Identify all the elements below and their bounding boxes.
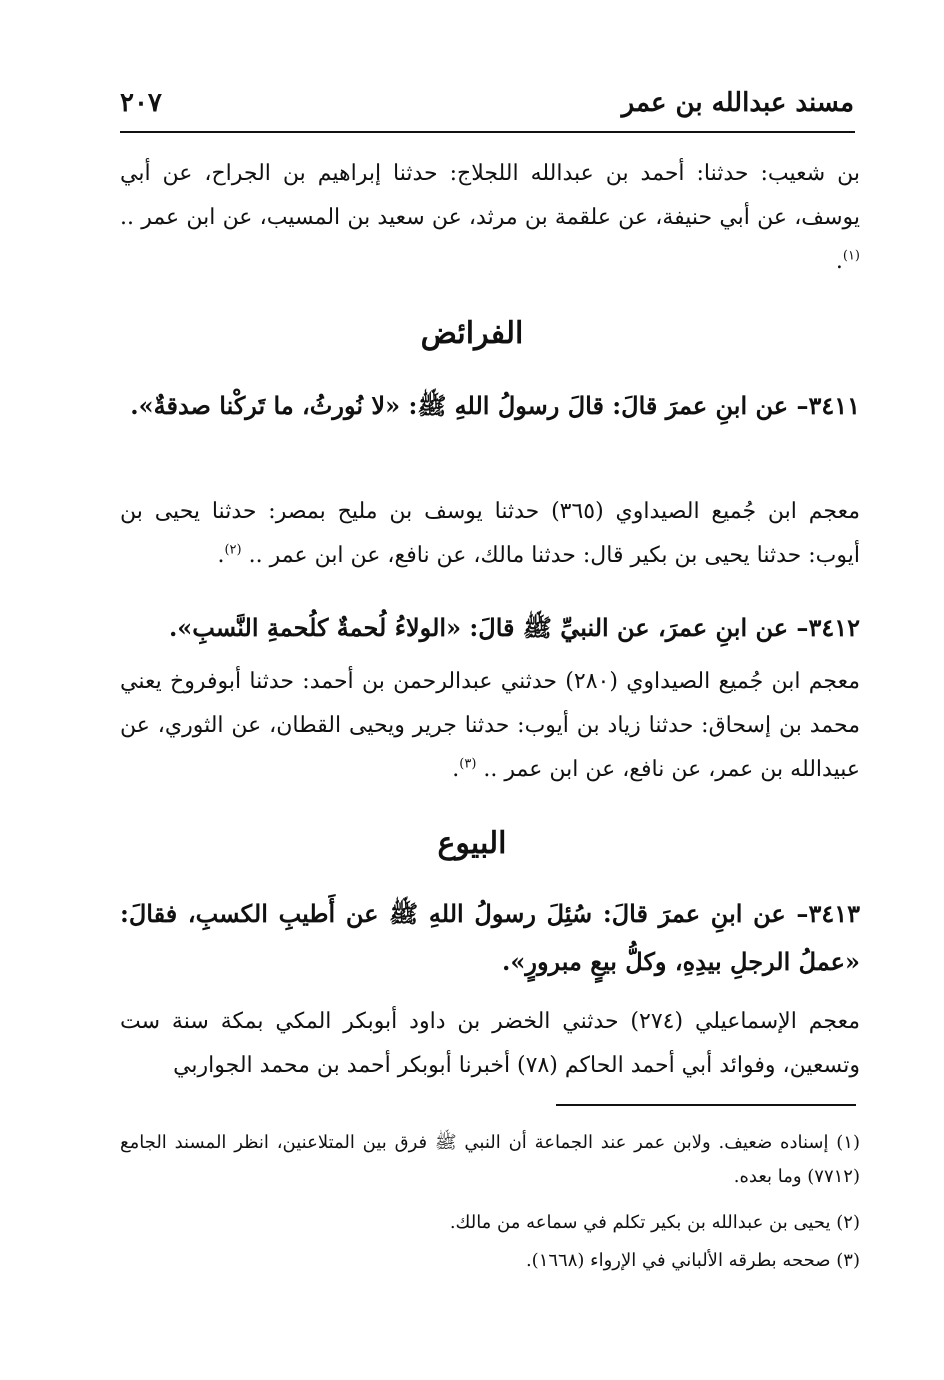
hadith-3412: ٣٤١٢– عن ابنِ عمرَ، عن النبيِّ ﷺ قالَ: «الولاءُ لُحمةٌ كلُحمةِ النَّسبِ». [168,613,860,642]
source-3413: معجم الإسماعيلي (٢٧٤) حدثني الخضر بن داود أبوبكر المكي بمكة سنة ست وتسعين، وفوائد أبي أحمد الحاكم (٧٨) أخبرنا أبوبكر أحمد بن محمد الجواربي [120,1009,860,1078]
footnote-separator [556,1104,856,1106]
section-heading-faraid: الفرائض [420,316,524,351]
page-number: ٢٠٧ [120,88,162,118]
source-3412-text: معجم ابن جُميع الصيداوي (٢٨٠) حدثني عبدالرحمن بن أحمد: حدثنا أبوفروخ يعني محمد بن إسحاق: حدثنا زياد بن أيوب: حدثنا جرير ويحيى القطان، عن الثوري، عن عبيدالله بن عمر، عن نافع، عن ابن عمر .. [120,669,861,782]
hadith-3411: ٣٤١١– عن ابنِ عمرَ قالَ: قالَ رسولُ اللهِ ﷺ: «لا نُورثُ، ما تَركْنا صدقةٌ». [130,391,860,420]
intro-text: بن شعيب: حدثنا: أحمد بن عبدالله اللجلاج: حدثنا إبراهيم بن الجراح، عن أبي يوسف، عن أبي حنيفة، عن علقمة بن مرثد، عن سعيد بن المسيب، عن ابن عمر .. [120,161,860,230]
footnote-3-text: صححه بطرقه الألباني في الإرواء (١٦٦٨). [525,1250,831,1271]
source-3412-end: . [452,757,460,782]
footnote-1 [120,1126,860,1194]
running-title: مسند عبدالله بن عمر [621,88,854,118]
footnote-2-number: (٢) [836,1212,860,1233]
footnote-ref-1[interactable]: (١) [842,248,860,264]
header-rule [120,131,855,133]
intro-paragraph [120,152,860,284]
footnote-3-number: (٣) [836,1250,860,1271]
running-header [120,88,854,128]
footnote-2 [120,1206,860,1240]
footnote-ref-3[interactable]: (٣) [459,756,477,772]
intro-end: . [835,249,843,274]
source-3411 [120,490,860,578]
footnote-ref-2[interactable]: (٢) [224,542,242,558]
section-heading-buyu: البيوع [437,826,507,861]
footnote-3 [120,1244,860,1278]
footnote-1-text: إسناده ضعيف. ولابن عمر عند الجماعة أن النبي ﷺ فرق بين المتلاعنين، انظر المسند الجامع (٧٧١٢) وما بعده. [120,1132,860,1187]
footnote-1-number: (١) [836,1132,860,1153]
hadith-3413: ٣٤١٣– عن ابنِ عمرَ قالَ: سُئِلَ رسولُ اللهِ ﷺ عن أَطيبِ الكسبِ، فقالَ: «عملُ الرجلِ بيدِهِ، وكلُّ بيعٍ مبرورٍ». [120,899,860,976]
source-3411-text: معجم ابن جُميع الصيداوي (٣٦٥) حدثنا يوسف بن مليح بمصر: حدثنا يحيى بن أيوب: حدثنا يحيى بن بكير قال: حدثنا مالك، عن نافع، عن ابن عمر .. [120,499,861,568]
source-3412 [120,660,860,792]
footnote-2-text: يحيى بن عبدالله بن بكير تكلم في سماعه من مالك. [449,1212,831,1233]
source-3411-end: . [217,543,225,568]
